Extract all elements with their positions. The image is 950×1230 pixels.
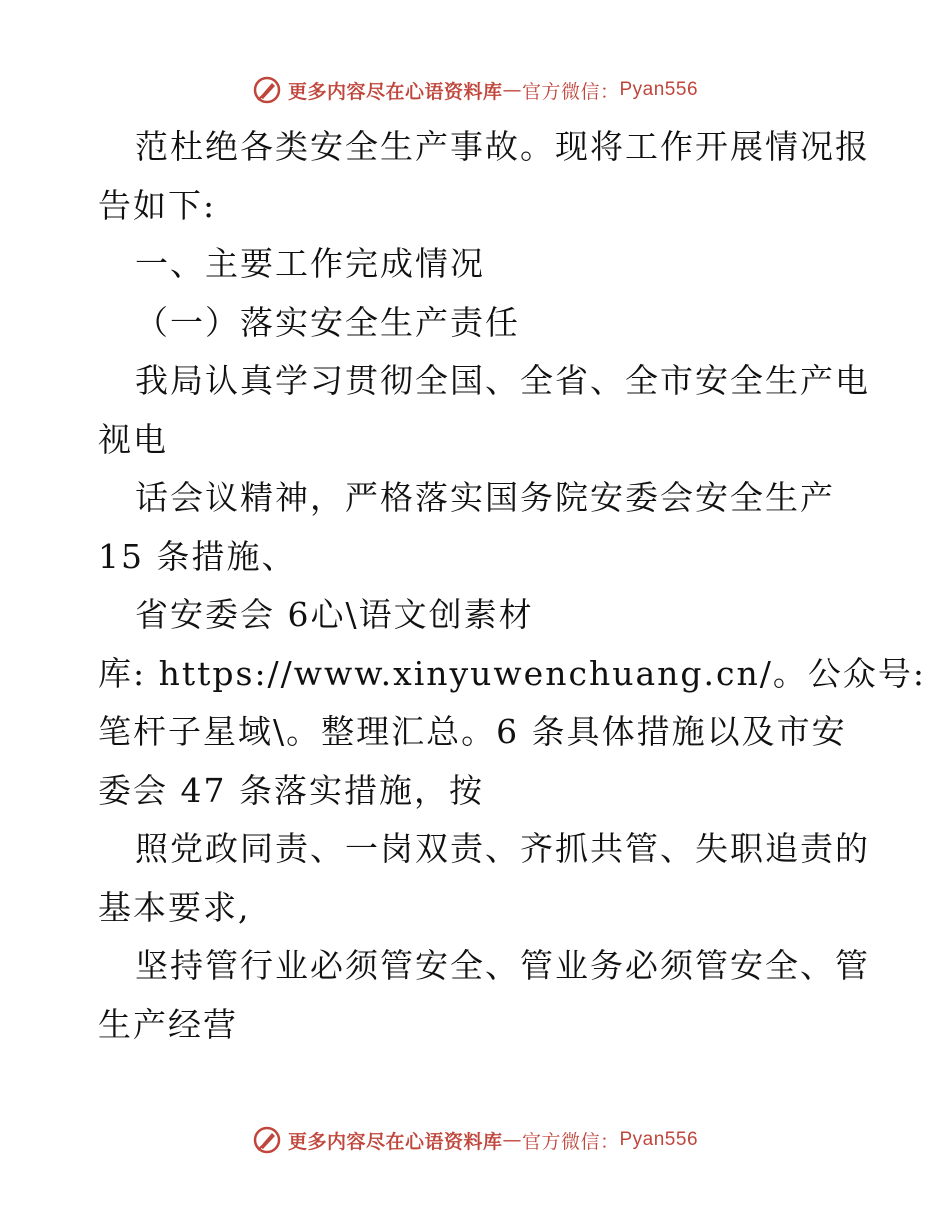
watermark-dash: — bbox=[502, 1129, 522, 1151]
watermark-wechat-id: Pyan556 bbox=[619, 79, 699, 100]
section-heading: 一、主要工作完成情况 bbox=[135, 244, 485, 283]
body-line: 告如下: bbox=[98, 185, 217, 225]
body-line: 委会 47 条落实措施，按 bbox=[98, 770, 484, 810]
watermark-wechat-label: 官方微信： bbox=[521, 80, 620, 103]
body-line: 笔杆子星域\。整理汇总。6 条具体措施以及市安 bbox=[98, 712, 847, 751]
body-line: 省安委会 6心\语文创素材 bbox=[135, 595, 534, 634]
watermark-footer bbox=[0, 1120, 950, 1160]
body-line: 范杜绝各类安全生产事故。现将工作开展情况报 bbox=[135, 127, 870, 166]
watermark-header bbox=[0, 70, 950, 110]
body-line: 库: https://www.xinyuwenchuang.cn/。公众号: bbox=[98, 653, 926, 693]
body-line: 坚持管行业必须管安全、管业务必须管安全、管 bbox=[135, 946, 870, 985]
body-line: 视电 bbox=[98, 419, 168, 459]
body-line: 我局认真学习贯彻全国、全省、全市安全生产电 bbox=[135, 361, 870, 400]
body-line: 15 条措施、 bbox=[98, 536, 297, 576]
body-line: 基本要求, bbox=[98, 887, 251, 927]
document-body bbox=[98, 118, 926, 1054]
watermark-dash: — bbox=[502, 79, 522, 101]
body-line: 照党政同责、一岗双责、齐抓共管、失职追责的 bbox=[135, 829, 870, 868]
quill-logo-icon bbox=[252, 1125, 282, 1155]
watermark-title: 更多内容尽在心语资料库 bbox=[287, 80, 503, 103]
watermark-title: 更多内容尽在心语资料库 bbox=[287, 1130, 503, 1153]
subsection-heading: （一）落实安全生产责任 bbox=[135, 302, 520, 342]
watermark-wechat-id: Pyan556 bbox=[619, 1129, 699, 1150]
quill-logo-icon bbox=[252, 75, 282, 105]
body-line: 生产经营 bbox=[98, 1004, 238, 1044]
body-line: 话会议精神，严格落实国务院安委会安全生产 bbox=[135, 478, 835, 517]
watermark-wechat-label: 官方微信： bbox=[521, 1130, 620, 1153]
